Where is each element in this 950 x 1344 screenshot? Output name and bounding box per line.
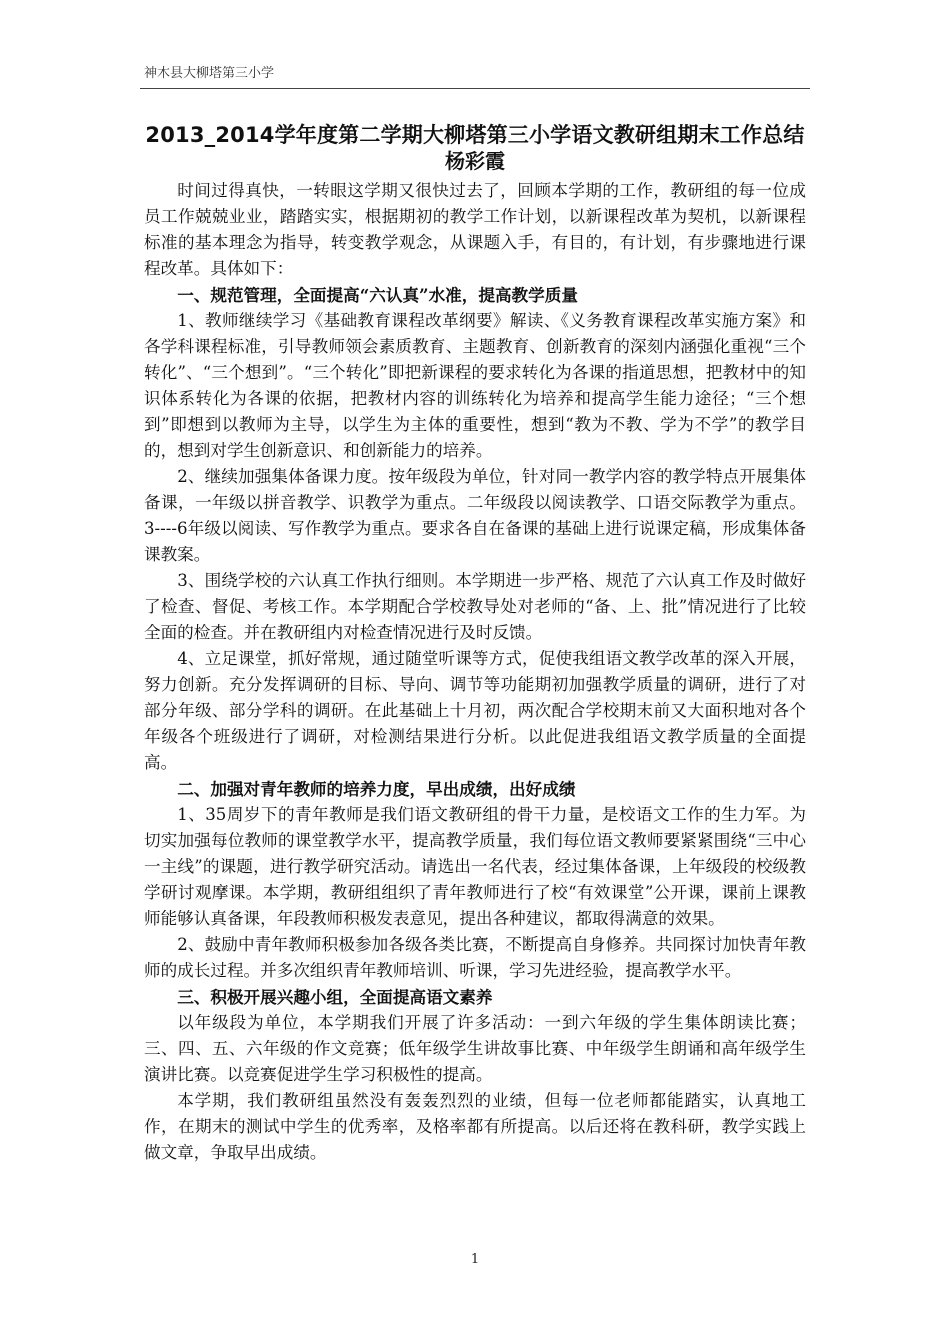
section-1-paragraph-3: 3、围绕学校的六认真工作执行细则。本学期进一步严格、规范了六认真工作及时做好了检查、督促、考核工作。本学期配合学校教导处对老师的“备、上、批”情况进行了比较全面的检查。并在教研组内对检查情况进行及时反馈。 [144, 571, 806, 642]
section-1-heading: 一、规范管理，全面提高“六认真”水准，提高教学质量 [177, 285, 578, 305]
document-author: 杨彩霞 [445, 149, 505, 173]
document-title: 2013_2014学年度第二学期大柳塔第三小学语文教研组期末工作总结 [145, 123, 805, 147]
section-3-heading: 三、积极开展兴趣小组，全面提高语文素养 [177, 987, 493, 1007]
section-2-paragraph-1: 1、35周岁下的青年教师是我们语文教研组的骨干力量，是校语文工作的生力军。为切实加强每位教师的课堂教学水平，提高教学质量，我们每位语文教师要紧紧围绕“三中心一主线”的课题，进行教学研究活动。请选出一名代表，经过集体备课，上年级段的校级教学研讨观摩课。本学期，教研组组织了青年教师进行了校“有效课堂”公开课，课前上课教师能够认真备课，年段教师积极发表意见，提出各种建议，都取得满意的效果。 [144, 805, 806, 928]
document-body [144, 122, 806, 1166]
page-header-school: 神木县大柳塔第三小学 [144, 66, 275, 81]
section-3-paragraph-1: 以年级段为单位，本学期我们开展了许多活动：一到六年级的学生集体朗读比赛；三、四、五、六年级的作文竞赛；低年级学生讲故事比赛、中年级学生朗诵和高年级学生演讲比赛。以竞赛促进学生学习积极性的提高。 [144, 1013, 806, 1084]
section-2-heading: 二、加强对青年教师的培养力度，早出成绩，出好成绩 [177, 779, 576, 799]
intro-paragraph: 时间过得真快，一转眼这学期又很快过去了，回顾本学期的工作，教研组的每一位成员工作兢兢业业，踏踏实实，根据期初的教学工作计划，以新课程改革为契机，以新课程标准的基本理念为指导，转变教学观念，从课题入手，有目的，有计划，有步骤地进行课程改革。具体如下： [144, 181, 806, 278]
header-divider [140, 88, 810, 89]
section-3-paragraph-2: 本学期，我们教研组虽然没有轰轰烈烈的业绩，但每一位老师都能踏实，认真地工作，在期末的测试中学生的优秀率，及格率都有所提高。以后还将在教科研，教学实践上做文章，争取早出成绩。 [144, 1091, 806, 1162]
section-1-paragraph-4: 4、立足课堂，抓好常规，通过随堂听课等方式，促使我组语文教学改革的深入开展，努力创新。充分发挥调研的目标、导向、调节等功能期初加强教学质量的调研，进行了对部分年级、部分学科的调研。在此基础上十月初，两次配合学校期末前又大面积地对各个年级各个班级进行了调研，对检测结果进行分析。以此促进我组语文教学质量的全面提高。 [144, 649, 806, 772]
section-2-paragraph-2: 2、鼓励中青年教师积极参加各级各类比赛，不断提高自身修养。共同探讨加快青年教师的成长过程。并多次组织青年教师培训、听课，学习先进经验，提高教学水平。 [144, 935, 806, 980]
page-number: 1 [470, 1252, 480, 1267]
section-1-paragraph-1: 1、教师继续学习《基础教育课程改革纲要》解读、《义务教育课程改革实施方案》和各学科课程标准，引导教师领会素质教育、主题教育、创新教育的深刻内涵强化重视“三个转化”、“三个想到”。“三个转化”即把新课程的要求转化为各课的指道思想，把教材中的知识体系转化为各课的依据，把教材内容的训练转化为培养和提高学生能力途径；“三个想到”即想到以教师为主导，以学生为主体的重要性，想到“教为不教、学为不学”的教学目的，想到对学生创新意识、和创新能力的培养。 [144, 311, 806, 460]
section-1-paragraph-2: 2、继续加强集体备课力度。按年级段为单位，针对同一教学内容的教学特点开展集体备课，一年级以拼音教学、识教学为重点。二年级段以阅读教学、口语交际教学为重点。3----6年级以阅读、写作教学为重点。要求各自在备课的基础上进行说课定稿，形成集体备课教案。 [144, 467, 806, 564]
